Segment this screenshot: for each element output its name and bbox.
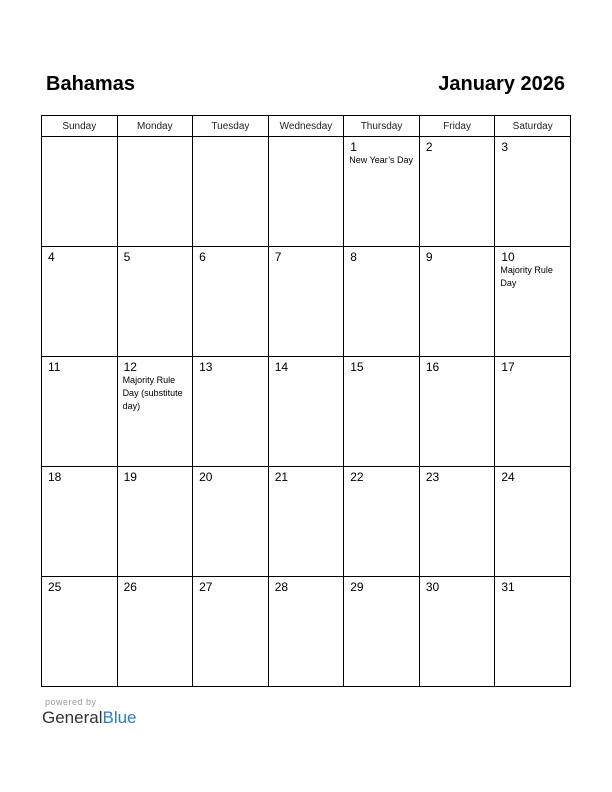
day-number: 8 [350,250,357,264]
day-cell [268,467,344,577]
day-number: 15 [350,360,364,374]
day-cell [42,247,118,357]
day-cell [344,467,420,577]
country-title: Bahamas [46,73,135,95]
day-cell [42,467,118,577]
day-number: 4 [48,250,55,264]
day-cell [268,247,344,357]
day-cell [419,247,495,357]
day-cell [193,577,269,687]
weekday-header: Tuesday [193,116,269,137]
day-number: 22 [350,470,364,484]
day-number: 17 [501,360,515,374]
day-cell [495,357,571,467]
generalblue-logo [42,707,137,729]
holiday-label: Majority Rule Day [500,265,553,288]
day-number: 25 [48,580,62,594]
day-number: 1 [350,140,357,154]
day-cell [117,577,193,687]
day-number: 23 [425,470,440,484]
day-number: 20 [199,470,213,484]
day-cell [117,467,193,577]
day-number: 18 [48,470,62,484]
day-cell [419,577,495,687]
day-number: 12 [123,360,137,374]
day-number: 5 [123,250,131,264]
day-number: 14 [274,360,289,374]
day-number: 29 [350,580,364,594]
day-cell [193,137,269,247]
day-number [269,137,344,140]
day-number: 6 [199,250,206,264]
day-cell [344,577,420,687]
day-number [118,137,193,140]
day-cell [495,247,571,357]
day-number: 27 [199,580,213,594]
day-number: 21 [274,470,289,484]
week-row [42,357,571,467]
day-number: 16 [425,360,440,374]
day-cell [344,137,420,247]
week-row [42,467,571,577]
day-number: 31 [501,580,515,594]
week-row [42,137,571,247]
weekday-header: Wednesday [268,116,344,137]
holiday-label: New Year’s Day [349,155,413,165]
day-number: 26 [123,580,137,594]
day-cell [42,137,118,247]
day-number: 24 [501,470,515,484]
day-number: 10 [501,250,515,264]
day-cell [419,137,495,247]
day-cell [495,577,571,687]
day-cell [268,137,344,247]
powered-by-text: powered by [45,697,97,707]
weekday-header: Thursday [344,116,420,137]
day-cell [268,357,344,467]
weekday-header: Friday [419,116,495,137]
day-cell [419,357,495,467]
day-number: 13 [199,360,213,374]
day-number [42,137,117,140]
day-number: 2 [425,140,433,154]
weekday-header: Saturday [495,116,571,137]
day-number [193,137,268,140]
day-cell [117,137,193,247]
day-number: 7 [274,250,282,264]
calendar-grid [41,115,571,687]
day-cell [42,357,118,467]
day-cell [42,577,118,687]
day-cell [495,467,571,577]
weekday-header-row [42,116,571,137]
day-cell [344,247,420,357]
day-cell [117,247,193,357]
day-number: 11 [48,360,61,374]
weekday-header: Sunday [42,116,118,137]
day-cell [193,247,269,357]
weekday-header: Monday [117,116,193,137]
week-row [42,247,571,357]
calendar-body [42,137,571,687]
day-cell [495,137,571,247]
day-number: 19 [123,470,137,484]
day-cell [419,467,495,577]
day-cell [193,467,269,577]
day-cell [268,577,344,687]
month-year-title: January 2026 [438,73,565,95]
day-cell [344,357,420,467]
brand-general-text: General [42,708,103,727]
week-row [42,577,571,687]
day-cell [193,357,269,467]
day-number: 30 [425,580,440,594]
day-number: 9 [425,250,433,264]
brand-blue-text: Blue [102,708,137,727]
holiday-label: Majority Rule Day (substitute day) [122,375,183,411]
day-number: 28 [274,580,289,594]
day-number: 3 [501,140,509,154]
day-cell [117,357,193,467]
